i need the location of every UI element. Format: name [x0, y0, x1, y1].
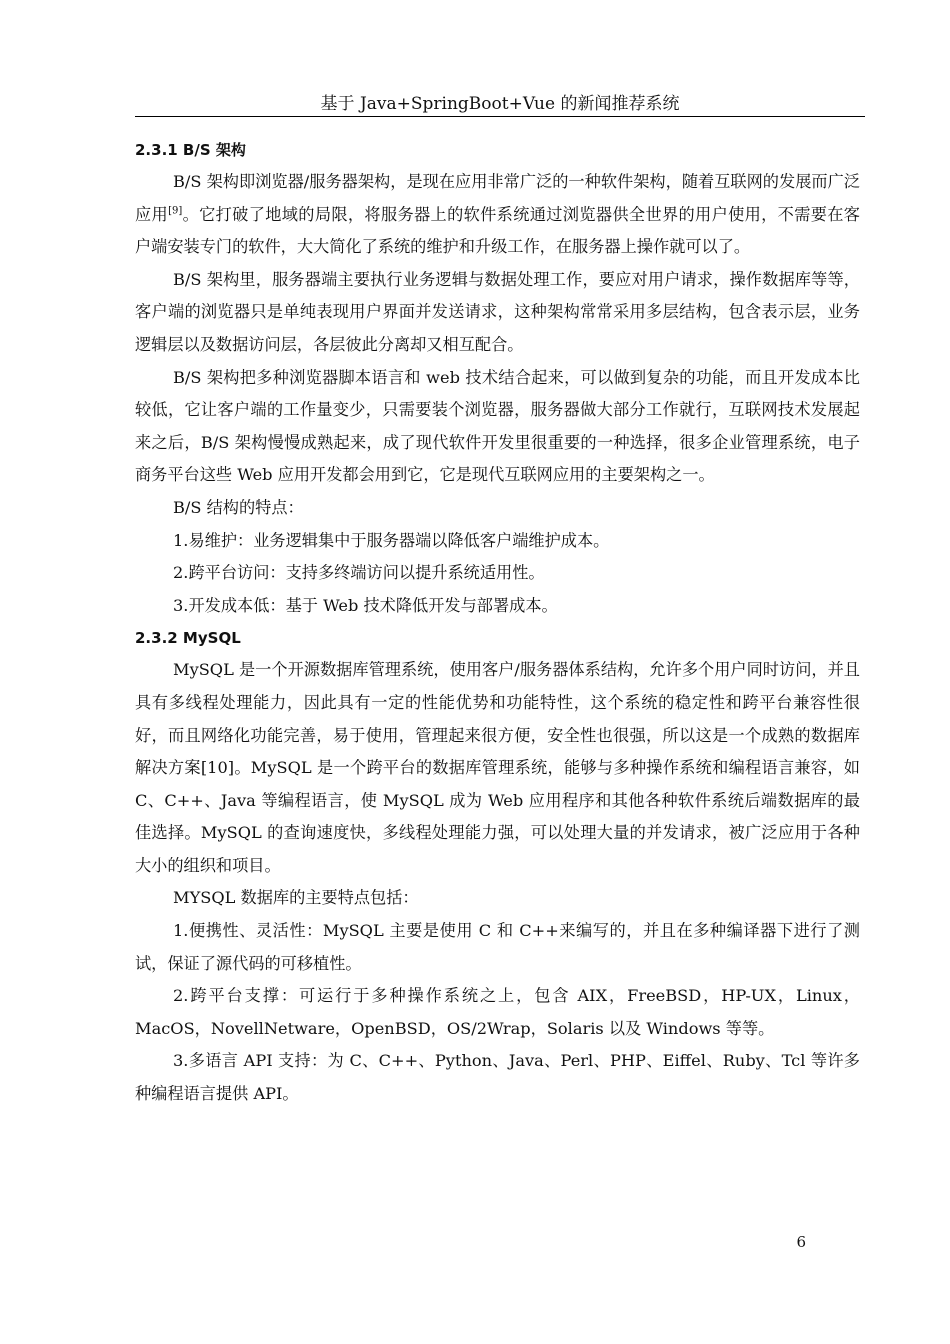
- paragraph: MySQL 是一个开源数据库管理系统，使用客户/服务器体系结构，允许多个用户同时访问，并且具有多线程处理能力，因此具有一定的性能优势和功能特性，这个系统的稳定性和跨平台兼容性很好，而且网络化功能完善，易于使用，管理起来很方便，安全性也很强，所以这是一个成熟的数据库解决方案[10]。MySQL 是一个跨平台的数据库管理系统，能够与多种操作系统和编程语言兼容，如 C、C++、Java 等编程语言，使 MySQL 成为 Web 应用程序和其他各种软件系统后端数据库的最佳选择。MySQL 的查询速度快，多线程处理能力强，可以处理大量的并发请求，被广泛应用于各种大小的组织和项目。: [135, 660, 860, 875]
- list-item: 3.开发成本低：基于 Web 技术降低开发与部署成本。: [173, 595, 558, 615]
- list-item: 2.跨平台访问：支持多终端访问以提升系统适用性。: [173, 563, 545, 583]
- page-footer: [0, 1233, 806, 1251]
- list-item: 1.易维护：业务逻辑集中于服务器端以降低客户端维护成本。: [173, 530, 610, 550]
- header-rule: [135, 116, 865, 117]
- section-heading-bs: 2.3.1 B/S 架构: [135, 141, 246, 159]
- page-number: 6: [796, 1233, 806, 1251]
- paragraph: B/S 架构把多种浏览器脚本语言和 web 技术结合起来，可以做到复杂的功能，而且开发成本比较低，它让客户端的工作量变少，只需要装个浏览器，服务器做大部分工作就行，互联网技术发展起来之后，B/S 架构慢慢成熟起来，成了现代软件开发里很重要的一种选择，很多企业管理系统，电子商务平台这些 Web 应用开发都会用到它，它是现代互联网应用的主要架构之一。: [135, 367, 860, 485]
- paragraph: B/S 架构里，服务器端主要执行业务逻辑与数据处理工作，要应对用户请求，操作数据库等等，客户端的浏览器只是单纯表现用户界面并发送请求，这种架构常常采用多层结构，包含表示层，业务逻辑层以及数据访问层，各层彼此分离却又相互配合。: [135, 269, 860, 354]
- document-body: [135, 134, 860, 1111]
- citation: [9]: [168, 205, 183, 217]
- section-heading-mysql: 2.3.2 MySQL: [135, 629, 241, 648]
- list-item: 2.跨平台支撑：可运行于多种操作系统之上，包含 AIX，FreeBSD，HP-UX，Linux，MacOS，NovellNetware，OpenBSD，OS/2Wrap，Solaris 以及 Windows 等等。: [135, 986, 860, 1038]
- paragraph: MYSQL 数据库的主要特点包括：: [173, 888, 419, 908]
- list-item: 1.便携性、灵活性：MySQL 主要是使用 C 和 C++来编写的，并且在多种编译器下进行了测试，保证了源代码的可移植性。: [135, 921, 860, 973]
- list-item: 3.多语言 API 支持：为 C、C++、Python、Java、Perl、PHP、Eiffel、Ruby、Tcl 等许多种编程语言提供 API。: [135, 1051, 860, 1104]
- paragraph: B/S 结构的特点：: [173, 497, 304, 517]
- paragraph: B/S 架构即浏览器/服务器架构，是现在应用非常广泛的一种软件架构，随着互联网的发展而广泛应用[9]。它打破了地域的局限，将服务器上的软件系统通过浏览器供全世界的用户使用，不需要在客户端安装专门的软件，大大简化了系统的维护和升级工作，在服务器上操作就可以了。: [135, 172, 860, 257]
- running-header: 基于 Java+SpringBoot+Vue 的新闻推荐系统: [320, 94, 680, 114]
